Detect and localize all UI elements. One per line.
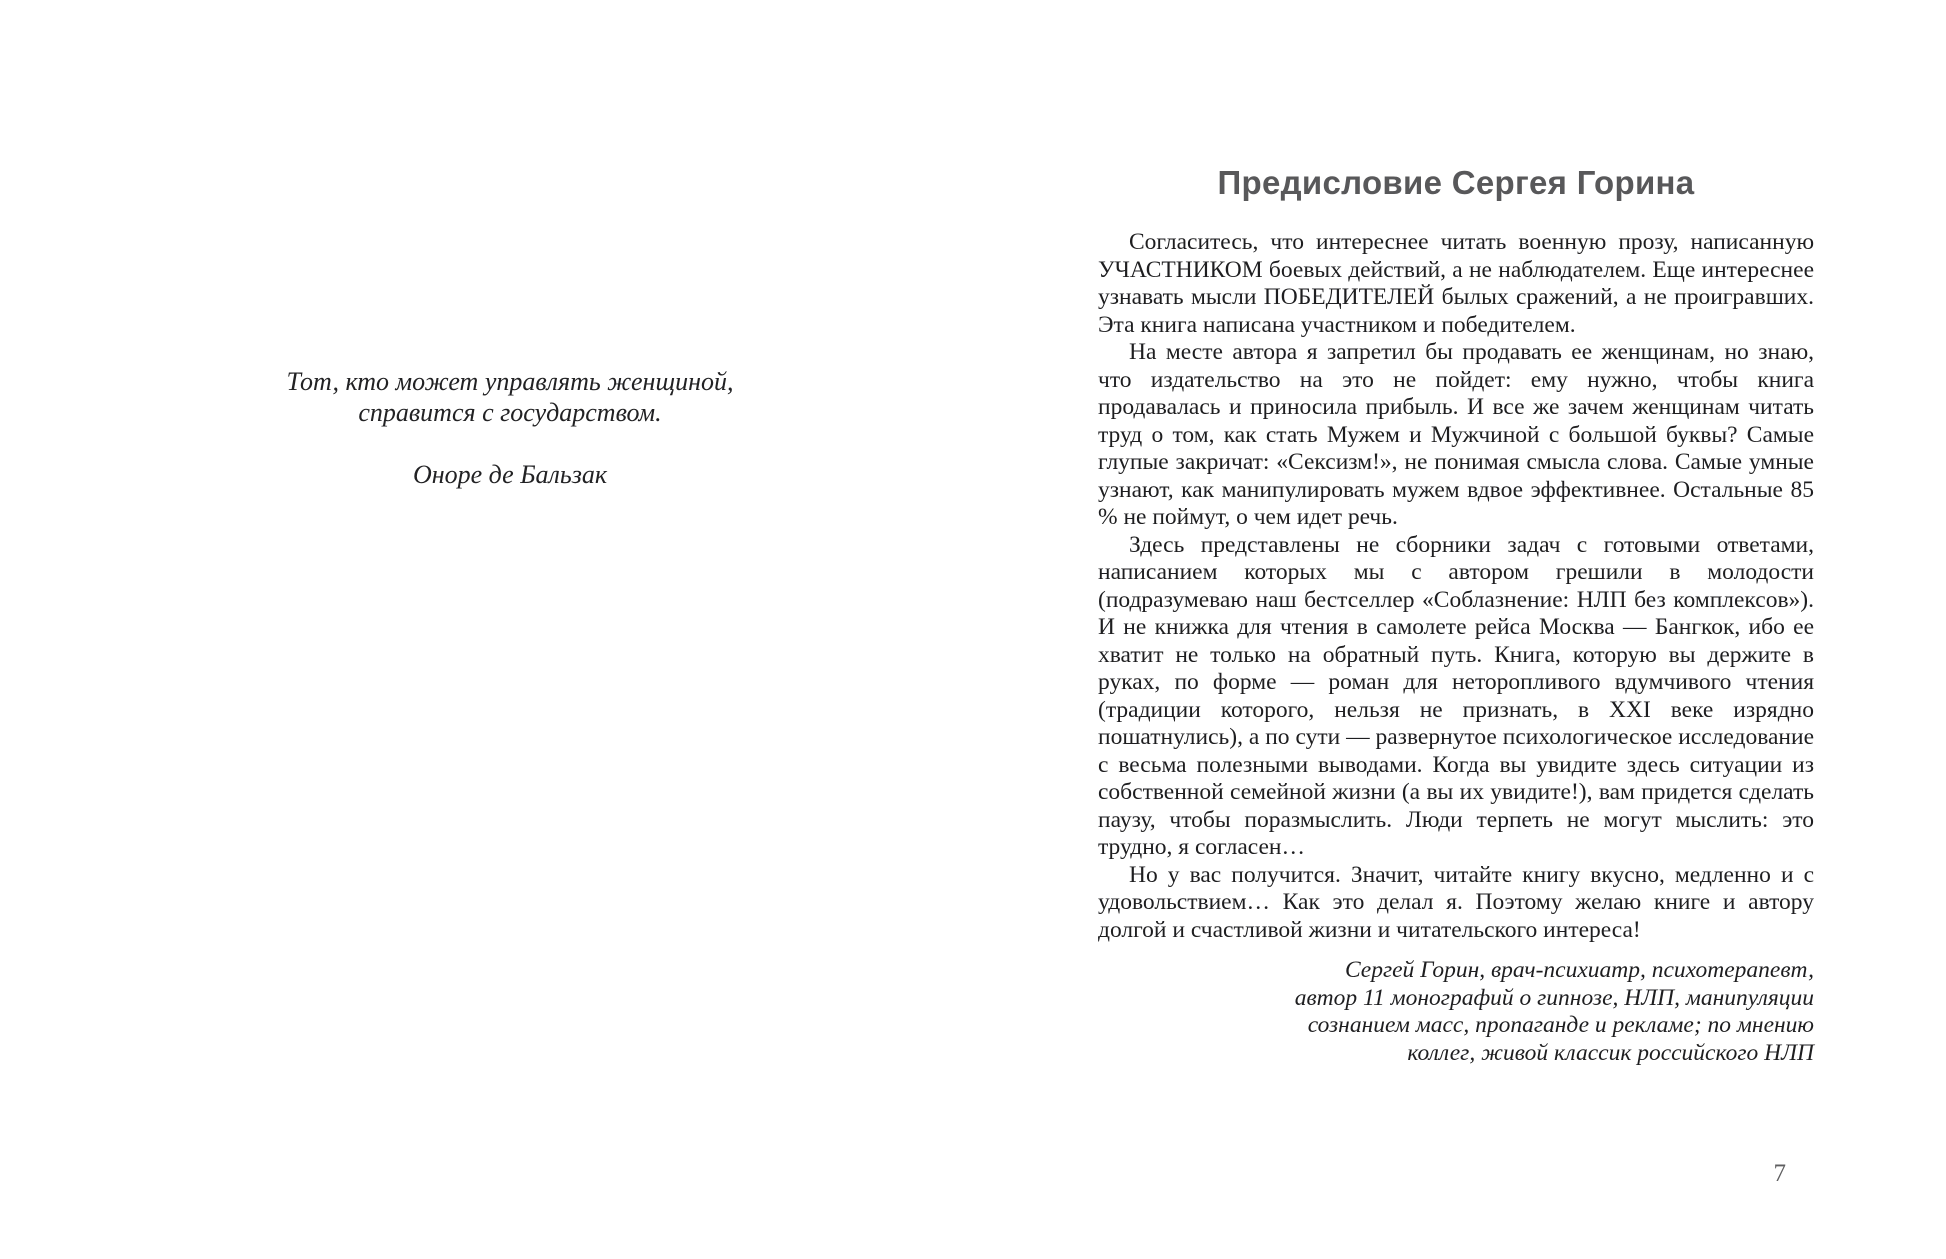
signature-line: Сергей Горин, врач-психиатр, психотерапевт, (1344, 957, 1814, 983)
preface-paragraph: Но у вас получится. Значит, читайте книгу вкусно, медленно и с удовольствием… Как это делал я. Поэтому желаю книге и автору долгой и счастливой жизни и читательского интереса! (1098, 861, 1814, 943)
epigraph-quote-line: Тот, кто может управлять женщиной, (286, 367, 734, 396)
epigraph (240, 366, 780, 490)
epigraph-quote-line: справится с государством. (358, 398, 662, 427)
right-page (1098, 0, 1814, 1067)
preface-title: Предисловие Сергея Горина (1217, 164, 1695, 201)
preface-paragraph: На месте автора я запретил бы продавать ее женщинам, но знаю, что издательство на это не пойдет: ему нужно, чтобы книга продавалась и приносила прибыль. И все же зачем женщинам читать труд о том, как стать Мужем и Мужчиной с большой буквы? Самые глупые закричат: «Сексизм!», не понимая смысла слова. Самые умные узнают, как манипулировать мужем вдвое эффективнее. Остальные 85 % не поймут, о чем идет речь. (1098, 339, 1814, 530)
preface-paragraph: Здесь представлены не сборники задач с готовыми ответами, написанием которых мы с автором грешили в молодости (подразумеваю наш бестселлер «Соблазнение: НЛП без комплексов»). И не книжка для чтения в самолете рейса Москва — Бангкок, ибо ее хватит не только на обратный путь. Книга, которую вы держите в руках, по форме — роман для неторопливого вдумчивого чтения (традиции которого, нельзя не признать, в XXI веке изрядно пошатнулись), а по сути — развернутое психологическое исследование с весьма полезными выводами. Когда вы увидите здесь ситуации из собственной семейной жизни (а вы их увидите!), вам придется сделать паузу, чтобы поразмыслить. Люди терпеть не могут мыслить: это трудно, я согласен… (1098, 531, 1814, 860)
preface-paragraph: Согласитесь, что интереснее читать военную прозу, написанную УЧАСТНИКОМ боевых действий, а не наблюдателем. Еще интереснее узнавать мысли ПОБЕДИТЕЛЕЙ былых сражений, а не проигравших. Эта книга написана участником и победителем. (1098, 229, 1814, 338)
signature-line: автор 11 монографий о гипнозе, НЛП, манипуляции (1294, 984, 1814, 1011)
page-number: 7 (1773, 1160, 1786, 1187)
signature-line: коллег, живой классик российского НЛП (1407, 1039, 1814, 1066)
signature-block (1098, 957, 1814, 1067)
preface-body (1098, 229, 1814, 944)
signature-line: сознанием масс, пропаганде и рекламе; по мнению (1307, 1012, 1814, 1038)
epigraph-author: Оноре де Бальзак (412, 460, 608, 489)
